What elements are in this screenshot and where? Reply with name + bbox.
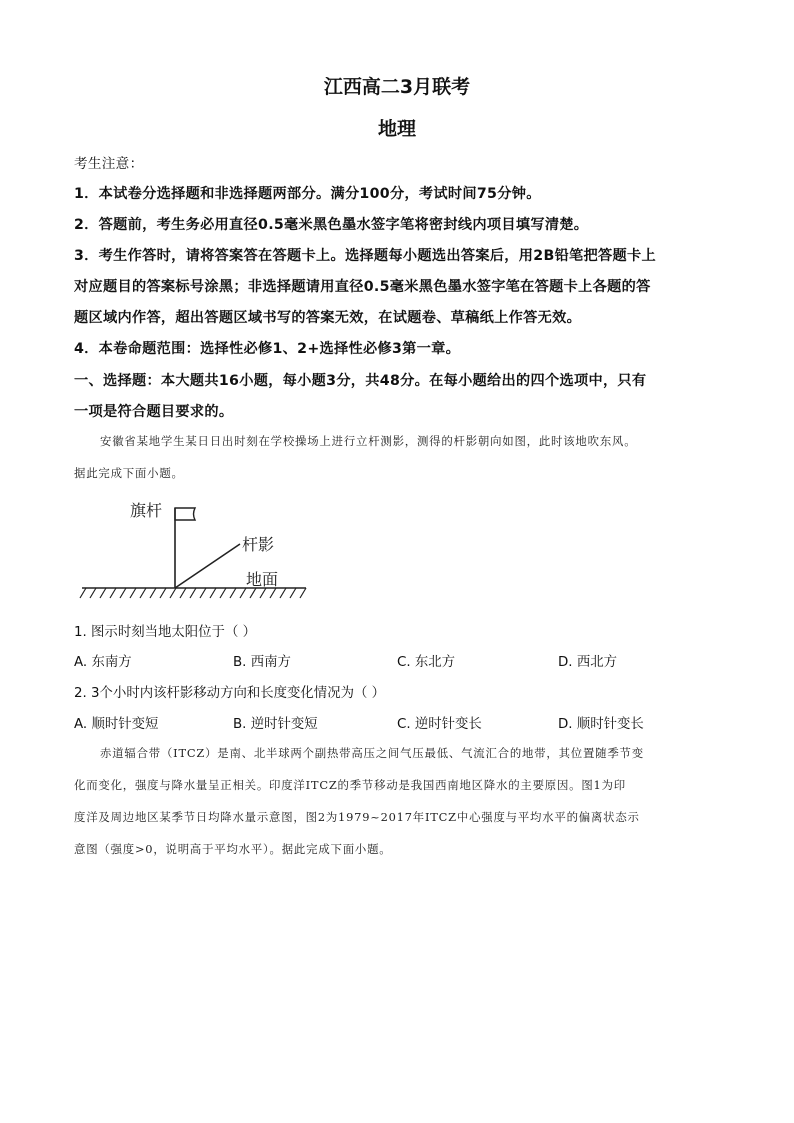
q2-option-a[interactable]: A. 顺时针变短	[74, 717, 159, 732]
passage-line: 据此完成下面小题。	[74, 466, 184, 480]
question-1-stem: 1. 图示时刻当地太阳位于（ ）	[74, 625, 256, 640]
q1-option-a[interactable]: A. 东南方	[74, 655, 132, 670]
flag	[175, 508, 195, 520]
question-2-stem: 2. 3个小时内该杆影移动方向和长度变化情况为（ ）	[74, 686, 386, 701]
notice-item: 4．本卷命题范围：选择性必修1、2+选择性必修3第一章。	[74, 341, 461, 357]
flag-label: 旗杆	[130, 501, 163, 520]
passage2-line: 赤道辐合带（ITCZ）是南、北半球两个副热带高压之间气压最低、气流汇合的地带，其位置随季节变	[100, 746, 644, 760]
ground-label: 地面	[246, 570, 279, 589]
notice-item: 3．考生作答时，请将答案答在答题卡上。选择题每小题选出答案后，用2B铅笔把答题卡上	[74, 248, 656, 264]
passage2-line: 化而变化，强度与降水量呈正相关。印度洋ITCZ的季节移动是我国西南地区降水的主要原因。图1为印	[74, 778, 626, 792]
flagpole-shadow-figure	[74, 494, 314, 604]
passage-line: 安徽省某地学生某日日出时刻在学校操场上进行立杆测影，测得的杆影朝向如图，此时该地吹东风。	[100, 434, 637, 448]
notice-item: 1．本试卷分选择题和非选择题两部分。满分100分，考试时间75分钟。	[74, 186, 541, 202]
q1-option-b[interactable]: B. 西南方	[233, 655, 291, 670]
section-heading-cont: 一项是符合题目要求的。	[74, 404, 234, 420]
q1-option-d[interactable]: D. 西北方	[558, 655, 617, 670]
pole-shadow	[175, 544, 240, 588]
notice-item: 题区域内作答，超出答题区域书写的答案无效，在试题卷、草稿纸上作答无效。	[74, 310, 582, 326]
exam-title: 江西高二3月联考	[323, 76, 471, 98]
q2-option-d[interactable]: D. 顺时针变长	[558, 717, 644, 732]
q2-option-b[interactable]: B. 逆时针变短	[233, 717, 318, 732]
passage2-line: 度洋及周边地区某季节日均降水量示意图，图2为1979~2017年ITCZ中心强度与平均水平的偏离状态示	[74, 810, 640, 824]
passage2-line: 意图（强度>0，说明高于平均水平）。据此完成下面小题。	[74, 842, 392, 856]
notice-item: 对应题目的答案标号涂黑；非选择题请用直径0.5毫米黑色墨水签字笔在答题卡上各题的答	[74, 279, 651, 295]
notice-heading: 考生注意：	[74, 156, 144, 172]
subject-title: 地理	[377, 118, 416, 140]
q2-option-c[interactable]: C. 逆时针变长	[397, 717, 482, 732]
notice-item: 2．答题前，考生务必用直径0.5毫米黑色墨水签字笔将密封线内项目填写清楚。	[74, 217, 589, 233]
shadow-label: 杆影	[242, 535, 275, 554]
q1-option-c[interactable]: C. 东北方	[397, 655, 456, 670]
section-heading: 一、选择题：本大题共16小题，每小题3分，共48分。在每小题给出的四个选项中，只有	[74, 373, 647, 389]
